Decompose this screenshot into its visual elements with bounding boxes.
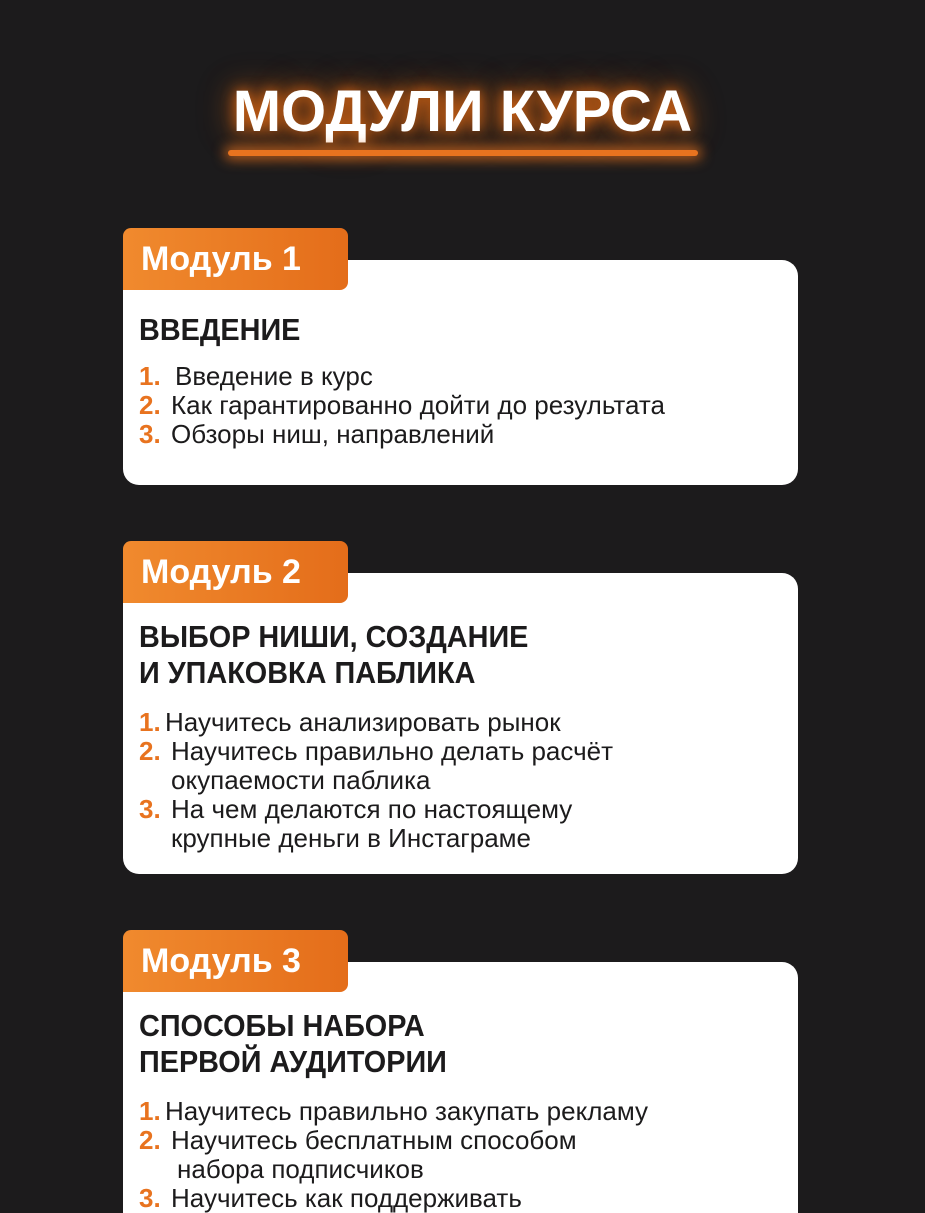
- item-text: На чем делаются по настоящему: [171, 794, 573, 824]
- module-3-items: [139, 1097, 648, 1213]
- page-title: МОДУЛИ КУРСА: [232, 79, 693, 144]
- item-number: 2.: [139, 736, 161, 766]
- module-3-badge: Модуль 3: [123, 930, 348, 992]
- module-1-card: [123, 260, 798, 485]
- item-text: Введение в курс: [175, 361, 373, 391]
- list-item: [139, 795, 613, 853]
- item-number: 3.: [139, 1183, 161, 1213]
- item-text: Научитесь анализировать рынок: [165, 707, 561, 737]
- item-number: 3.: [139, 794, 161, 824]
- module-1-heading: [139, 312, 300, 348]
- page-title-wrap: [0, 72, 925, 152]
- item-number: 1.: [139, 361, 161, 391]
- list-item: [139, 708, 613, 737]
- item-number: 1.: [139, 707, 161, 737]
- item-text: Научитесь правильно закупать рекламу: [165, 1096, 649, 1126]
- module-1-badge: Модуль 1: [123, 228, 348, 290]
- item-number: 1.: [139, 1096, 161, 1126]
- list-item: [139, 737, 613, 795]
- module-3-heading-line-1: СПОСОБЫ НАБОРА: [139, 1008, 425, 1043]
- item-text-continued: окупаемости паблика: [171, 765, 431, 795]
- item-text: Научитесь как поддерживать: [171, 1183, 522, 1213]
- module-3-heading: [139, 1008, 447, 1080]
- item-text: Как гарантированно дойти до результата: [171, 390, 665, 420]
- item-text-continued: крупные деньги в Инстаграме: [171, 823, 532, 853]
- title-underline: [228, 150, 698, 156]
- list-item: [139, 362, 665, 391]
- list-item: [139, 1126, 648, 1184]
- module-2-heading: [139, 619, 528, 691]
- list-item: [139, 1097, 648, 1126]
- item-number: 2.: [139, 390, 161, 420]
- list-item: [139, 391, 665, 420]
- module-2-card: [123, 573, 798, 874]
- module-3-card: [123, 962, 798, 1213]
- module-1-heading-line-1: ВВЕДЕНИЕ: [139, 312, 301, 347]
- item-text-continued: набора подписчиков: [177, 1154, 424, 1184]
- item-text: Обзоры ниш, направлений: [171, 419, 495, 449]
- module-2-badge: Модуль 2: [123, 541, 348, 603]
- list-item: [139, 1184, 648, 1213]
- list-item: [139, 420, 665, 449]
- module-1-items: [139, 362, 665, 449]
- item-number: 3.: [139, 419, 161, 449]
- module-2-heading-line-2: И УПАКОВКА ПАБЛИКА: [139, 655, 476, 690]
- module-2-items: [139, 708, 613, 853]
- item-text: Научитесь правильно делать расчёт: [171, 736, 613, 766]
- module-3-heading-line-2: ПЕРВОЙ АУДИТОРИИ: [139, 1044, 447, 1079]
- item-text: Научитесь бесплатным способом: [171, 1125, 577, 1155]
- item-number: 2.: [139, 1125, 161, 1155]
- module-2-heading-line-1: ВЫБОР НИШИ, СОЗДАНИЕ: [139, 619, 529, 654]
